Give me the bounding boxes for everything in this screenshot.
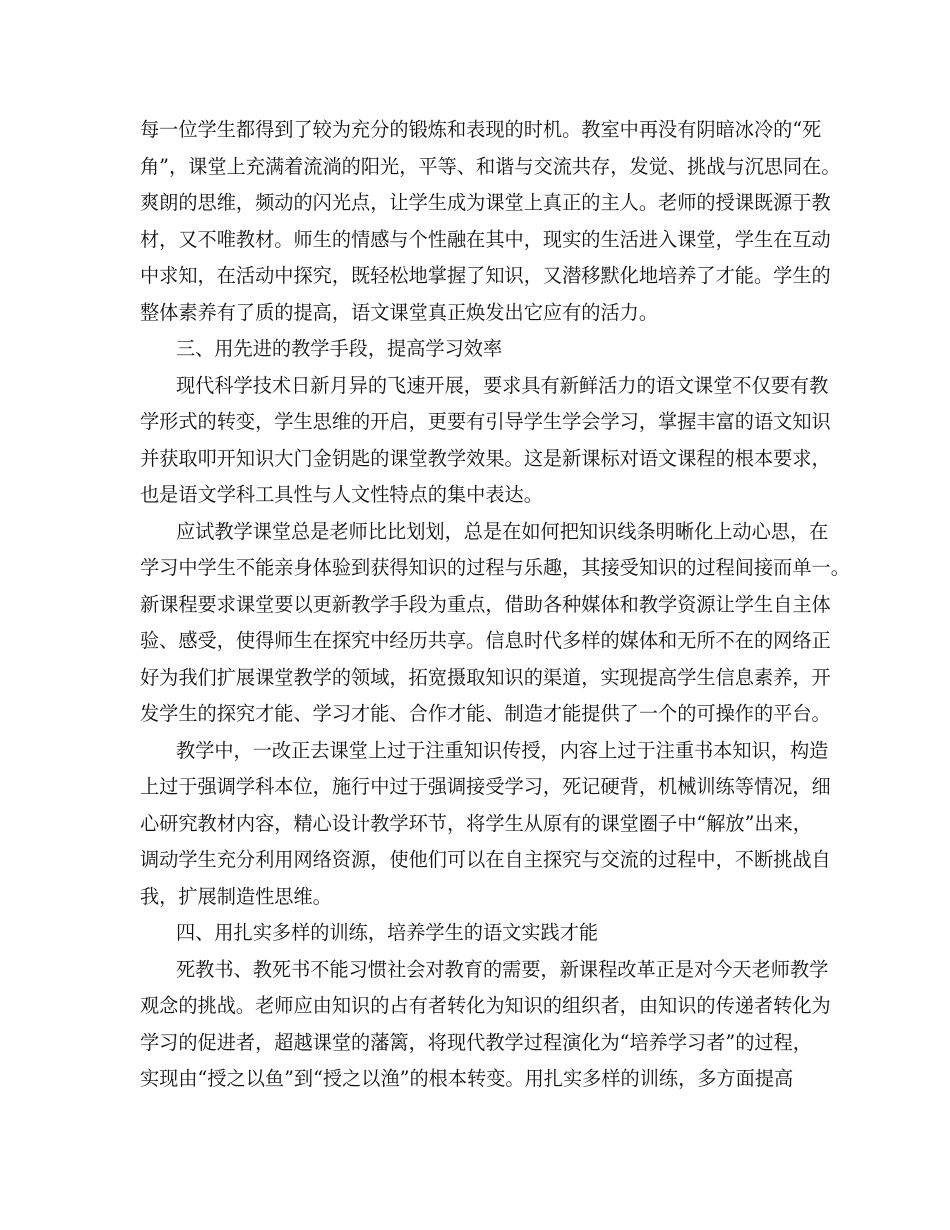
text-line: 好为我们扩展课堂教学的领域，拓宽摄取知识的渠道，实现提高学生信息素养，开 <box>140 665 831 689</box>
paragraph-first-line: 现代科学技术日新月异的飞速开展，要求具有新鲜活力的语文课堂不仅要有教 <box>176 373 829 397</box>
text-line: 也是语文学科工具性与人文性特点的集中表达。 <box>140 483 543 506</box>
text-line: 中求知，在活动中探究，既轻松地掌握了知识，又潜移默化地培养了才能。学生的 <box>140 264 831 287</box>
paragraph-first-line: 三、用先进的教学手段，提高学习效率 <box>176 337 503 360</box>
text-line: 并获取叩开知识大门金钥匙的课堂教学效果。这是新课标对语文课程的根本要求， <box>140 446 831 470</box>
text-line: 整体素养有了质的提高，语文课堂真正焕发出它应有的活力。 <box>140 300 659 324</box>
paragraph-first-line: 教学中，一改正去课堂上过于注重知识传授，内容上过于注重书本知识，构造 <box>176 738 829 762</box>
paragraph-first-line: 死教书、教死书不能习惯社会对教育的需要，新课程改革正是对今天老师教学 <box>176 957 829 981</box>
text-line: 学形式的转变，学生思维的开启，更要有引导学生学会学习，掌握丰富的语文知识 <box>140 410 831 433</box>
text-line: 角”，课堂上充满着流淌的阳光，平等、和谐与交流共存，发觉、挑战与沉思同在。 <box>140 154 841 178</box>
paragraph-first-line: 应试教学课堂总是老师比比划划，总是在如何把知识线条明晰化上动心思，在 <box>176 519 829 543</box>
text-line: 心研究教材内容，精心设计教学环节，将学生从原有的课堂圈子中“解放”出来， <box>140 811 812 835</box>
text-line: 爽朗的思维，频动的闪光点，让学生成为课堂上真正的主人。老师的授课既源于教 <box>140 191 831 214</box>
paragraph-first-line: 四、用扎实多样的训练，培养学生的语文实践才能 <box>176 921 599 944</box>
text-line: 新课程要求课堂要以更新教学手段为重点，借助各种媒体和教学资源让学生自主体 <box>140 592 831 616</box>
text-line: 上过于强调学科本位，施行中过于强调接受学习，死记硬背，机械训练等情况，细 <box>140 775 831 798</box>
text-line: 每一位学生都得到了较为充分的锻炼和表现的时机。教室中再没有阴暗冰冷的“死 <box>140 118 822 141</box>
text-line: 观念的挑战。老师应由知识的占有者转化为知识的组织者，由知识的传递者转化为 <box>140 994 831 1017</box>
text-line: 我，扩展制造性思维。 <box>140 884 332 908</box>
text-line: 发学生的探究才能、学习才能、合作才能、制造才能提供了一个的可操作的平台。 <box>140 702 831 725</box>
document-body <box>140 112 850 1098</box>
text-line: 实现由“授之以鱼”到“授之以渔”的根本转变。用扎实多样的训练，多方面提高 <box>140 1067 794 1090</box>
text-line: 材，又不唯教材。师生的情感与个性融在其中，现实的生活进入课堂，学生在互动 <box>140 227 831 251</box>
text-line: 调动学生充分利用网络资源，使他们可以在自主探究与交流的过程中，不断挑战自 <box>140 848 831 871</box>
text-line: 学习的促进者，超越课堂的藩篱，将现代教学过程演化为“培养学习者”的过程， <box>140 1030 812 1054</box>
text-line: 学习中学生不能亲身体验到获得知识的过程与乐趣，其接受知识的过程间接而单一。 <box>140 556 850 579</box>
text-line: 验、感受，使得师生在探究中经历共享。信息时代多样的媒体和无所不在的网络正 <box>140 629 831 652</box>
